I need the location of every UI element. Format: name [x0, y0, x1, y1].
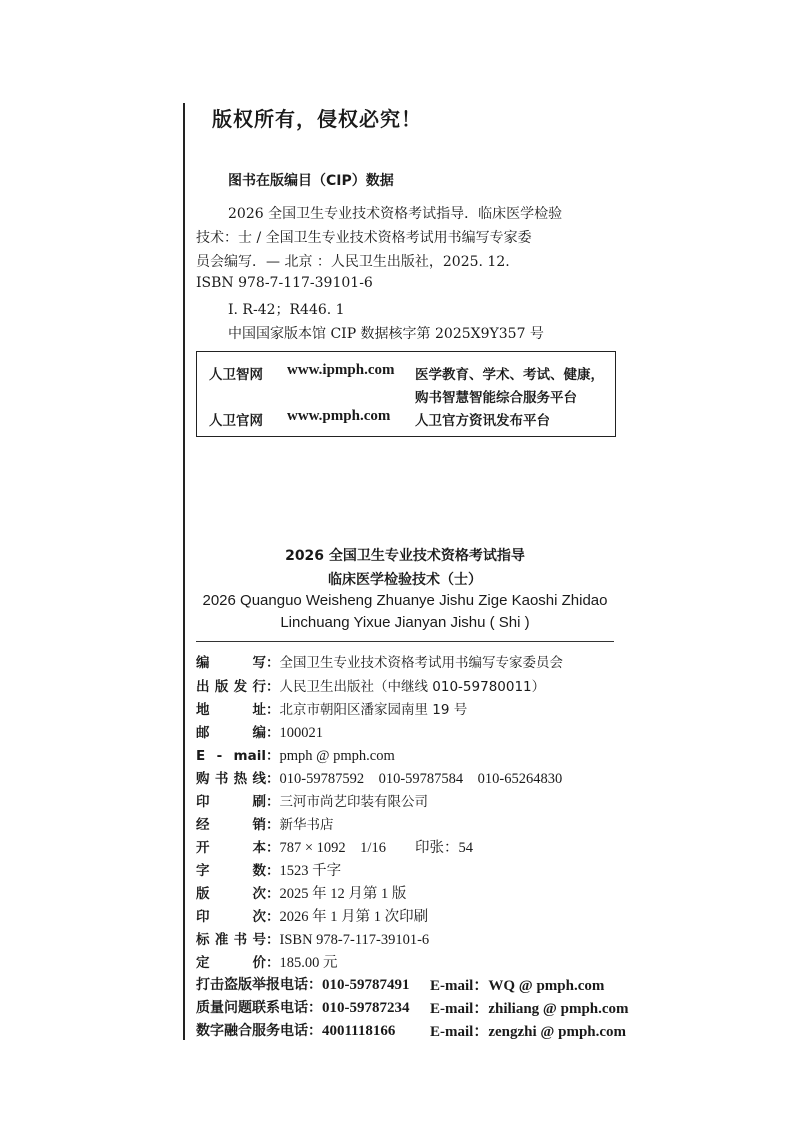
cip-line: ISBN 978-7-117-39101-6 — [196, 275, 373, 291]
info-label: 编写 — [196, 655, 266, 671]
info-value: 2026 年 1 月第 1 次印刷 — [279, 909, 429, 925]
info-label: 开本 — [196, 840, 266, 856]
info-row: 标准书号：ISBN 978-7-117-39101-6 — [196, 929, 429, 951]
report-row — [196, 1020, 395, 1040]
info-row: 定价：185.00 元 — [196, 952, 338, 974]
info-label: 地址 — [196, 702, 266, 718]
margin-rule — [183, 103, 185, 1040]
info-value: 三河市尚艺印装有限公司 — [279, 794, 428, 810]
report-label: 打击盗版举报电话： — [196, 977, 322, 993]
info-value: 人民卫生出版社（中继线 010-59780011） — [279, 679, 546, 695]
info-row: 印刷：三河市尚艺印装有限公司 — [196, 791, 428, 813]
report-email-link[interactable]: E-mail：zhiliang @ pmph.com — [430, 1001, 629, 1017]
info-row: 经销：新华书店 — [196, 814, 334, 836]
report-phone: 4001118166 — [322, 1023, 396, 1039]
report-row — [196, 997, 410, 1017]
report-email — [430, 974, 604, 995]
site-url-link[interactable]: www.ipmph.com — [287, 362, 395, 378]
report-row — [196, 974, 410, 994]
cip-line: 技术：士 / 全国卫生专业技术资格考试用书编写专家委 — [196, 230, 532, 246]
info-value: 2025 年 12 月第 1 版 — [279, 886, 407, 902]
copyright-notice: 版权所有，侵权必究！ — [212, 107, 422, 131]
info-value: 100021 — [279, 725, 323, 741]
info-label: 出版发行 — [196, 679, 266, 695]
report-email-link[interactable]: E-mail：WQ @ pmph.com — [430, 978, 605, 994]
info-row: E - mail：pmph @ pmph.com — [196, 745, 395, 767]
site-name: 人卫官网 — [209, 413, 263, 429]
site-name: 人卫智网 — [209, 367, 263, 383]
cip-line: 员会编写．— 北京 ：人民卫生出版社，2025. 12. — [196, 254, 510, 270]
info-value: 北京市朝阳区潘家园南里 19 号 — [279, 702, 468, 718]
email-link[interactable]: pmph @ pmph.com — [279, 748, 395, 764]
cip-line: Ⅰ. R-42；R446. 1 — [228, 302, 345, 318]
info-row: 印次：2026 年 1 月第 1 次印刷 — [196, 906, 428, 928]
site-description: 人卫官方资讯发布平台 — [415, 413, 550, 429]
info-row: 地址：北京市朝阳区潘家园南里 19 号 — [196, 699, 467, 721]
site-description: 医学教育、学术、考试、健康， — [415, 367, 604, 383]
info-label: 标准书号 — [196, 932, 266, 948]
info-label: 版次 — [196, 886, 266, 902]
site-description: 购书智慧智能综合服务平台 — [415, 390, 577, 406]
report-label: 质量问题联系电话： — [196, 1000, 322, 1016]
report-phone: 010-59787491 — [322, 977, 410, 993]
report-label: 数字融合服务电话： — [196, 1023, 322, 1039]
report-phone: 010-59787234 — [322, 1000, 410, 1016]
info-value: 010-59787592 010-59787584 010-65264830 — [279, 771, 563, 787]
info-label: 印刷 — [196, 794, 266, 810]
info-value: 1523 千字 — [279, 863, 342, 879]
info-label: E - mail — [196, 748, 266, 764]
cip-line: 中国国家版本馆 CIP 数据核字第 2025X9Y357 号 — [228, 326, 544, 342]
book-subtitle-en: Linchuang Yixue Jianyan Jishu ( Shi ) — [280, 614, 530, 631]
info-value: 185.00 元 — [279, 955, 338, 971]
info-value: 全国卫生专业技术资格考试用书编写专家委员会 — [279, 655, 563, 671]
info-label: 经销 — [196, 817, 266, 833]
divider — [196, 641, 614, 642]
cip-title: 图书在版编目（CIP）数据 — [228, 173, 394, 189]
report-email — [430, 1020, 626, 1041]
info-row: 字数：1523 千字 — [196, 860, 341, 882]
info-row: 购书热线：010-59787592 010-59787584 010-65264830 — [196, 768, 562, 790]
site-url-link[interactable]: www.pmph.com — [287, 408, 391, 424]
book-title-en: 2026 Quanguo Weisheng Zhuanye Jishu Zige Kaoshi Zhidao — [202, 592, 608, 609]
report-email — [430, 997, 629, 1018]
book-subtitle-cn: 临床医学检验技术（士） — [328, 572, 482, 588]
info-row: 开本：787 × 1092 1/16 印张：54 — [196, 837, 473, 859]
info-label: 邮编 — [196, 725, 266, 741]
info-label: 印次 — [196, 909, 266, 925]
info-row: 编写：全国卫生专业技术资格考试用书编写专家委员会 — [196, 652, 563, 674]
info-row: 出版发行：人民卫生出版社（中继线 010-59780011） — [196, 676, 545, 698]
info-value: ISBN 978-7-117-39101-6 — [279, 932, 430, 948]
info-row: 邮编：100021 — [196, 722, 323, 744]
info-value: 新华书店 — [279, 817, 334, 833]
info-row: 版次：2025 年 12 月第 1 版 — [196, 883, 406, 905]
website-box — [196, 351, 616, 437]
info-label: 定价 — [196, 955, 266, 971]
cip-line: 2026 全国卫生专业技术资格考试指导．临床医学检验 — [228, 206, 563, 222]
info-value: 787 × 1092 1/16 印张：54 — [279, 840, 473, 856]
report-email-link[interactable]: E-mail：zengzhi @ pmph.com — [430, 1024, 627, 1040]
book-title-cn: 2026 全国卫生专业技术资格考试指导 — [285, 548, 525, 564]
info-label: 购书热线 — [196, 771, 266, 787]
info-label: 字数 — [196, 863, 266, 879]
